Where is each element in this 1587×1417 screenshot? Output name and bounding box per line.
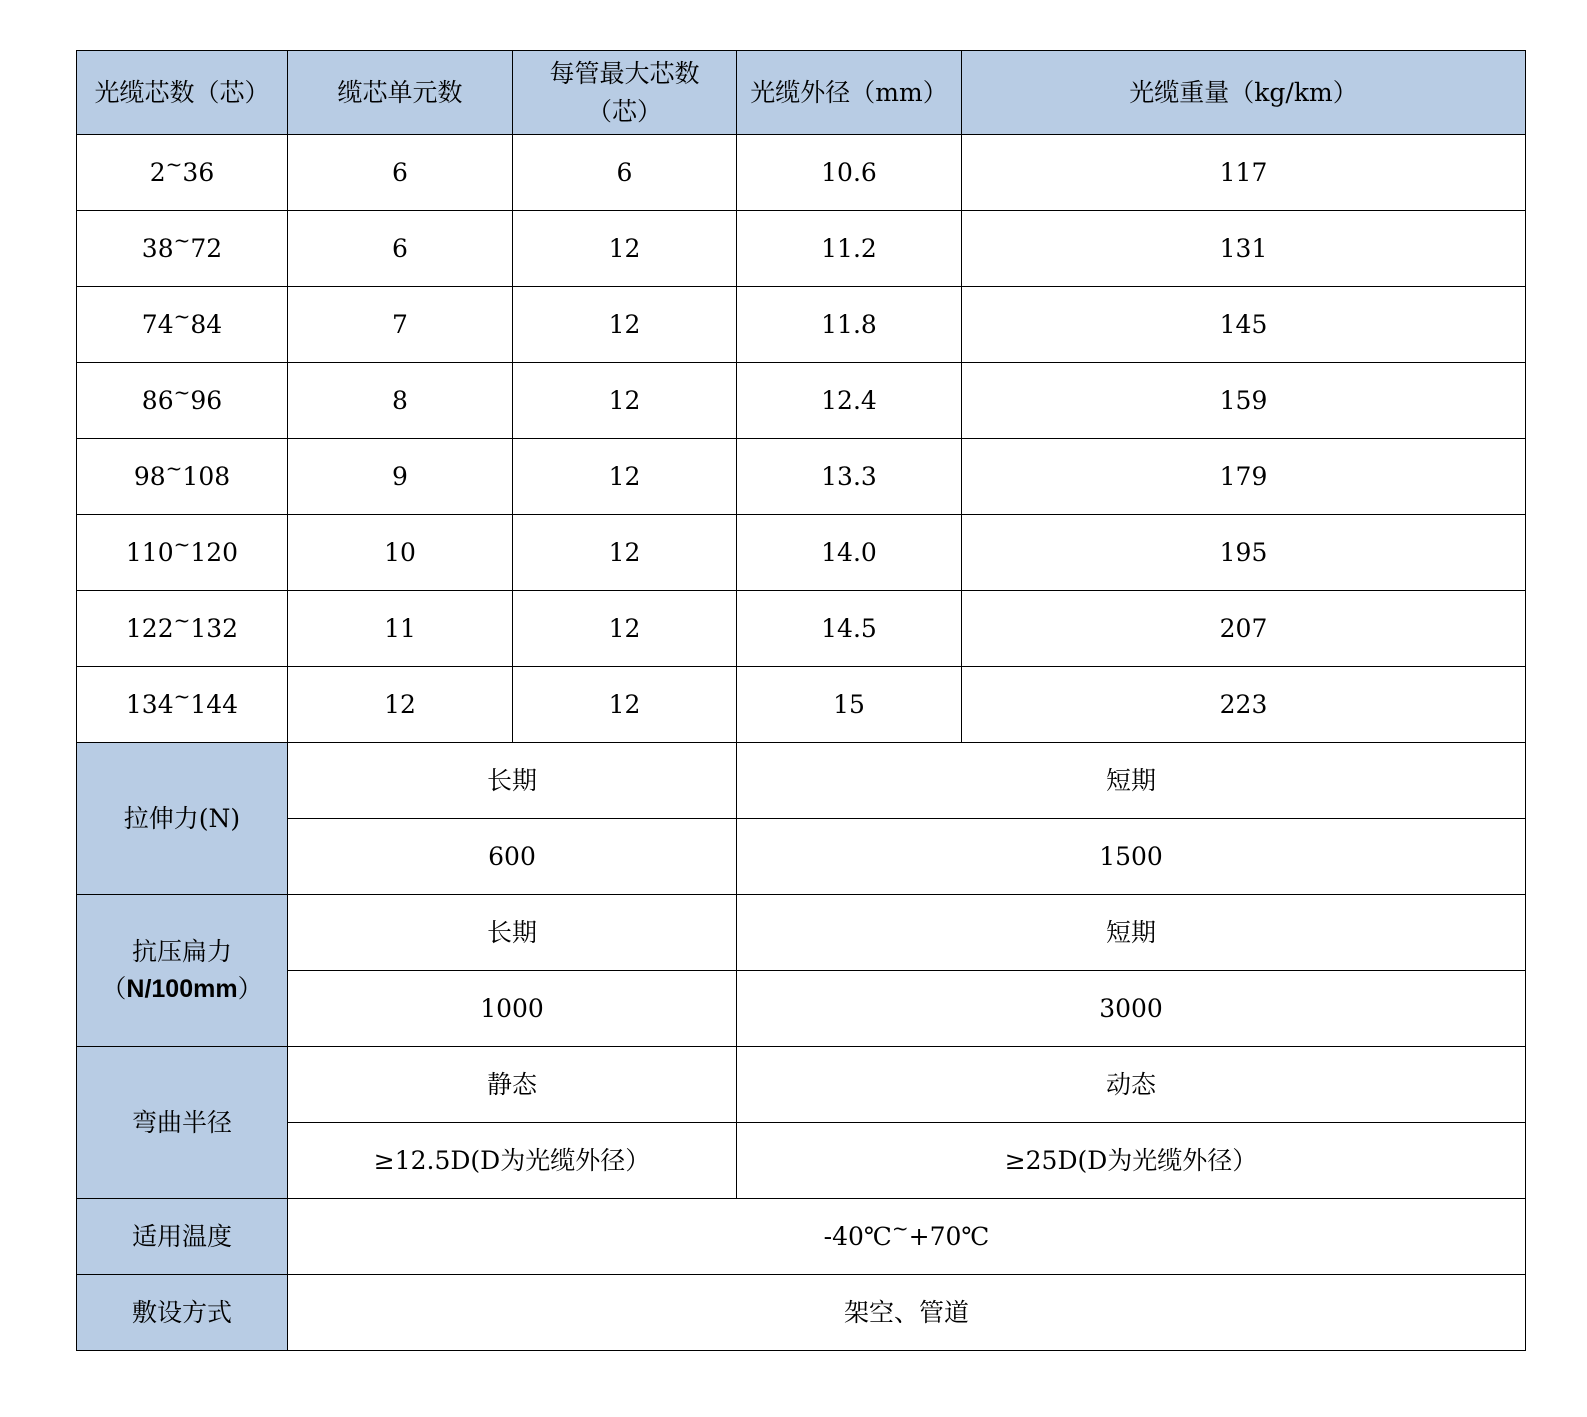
crush-label-paren-open: （ [101,974,127,1003]
core-units-cell: 10 [288,515,513,591]
diameter-cell: 15 [737,667,962,743]
temperature-value: -40℃~+70℃ [288,1199,1526,1275]
crush-short-term-label: 短期 [737,895,1526,971]
temperature-row [77,1199,1526,1275]
weight-cell: 195 [962,515,1526,591]
max-fibers-cell: 12 [513,439,737,515]
tilde-mark: ~ [891,1215,909,1240]
diameter-cell: 14.0 [737,515,962,591]
diameter-cell: 12.4 [737,363,962,439]
core-units-cell: 9 [288,439,513,515]
crush-value-row [77,971,1526,1047]
weight-cell: 179 [962,439,1526,515]
core-units-cell: 6 [288,211,513,287]
tensile-short-term-label: 短期 [737,743,1526,819]
table-row [77,591,1526,667]
tilde-mark: ~ [173,607,191,632]
weight-cell: 207 [962,591,1526,667]
bend-dynamic-label: 动态 [737,1047,1526,1123]
diameter-cell: 11.8 [737,287,962,363]
table-row [77,135,1526,211]
max-fibers-cell: 12 [513,363,737,439]
installation-value: 架空、管道 [288,1275,1526,1351]
fiber-count-cell: 110~120 [77,515,288,591]
fiber-count-cell: 122~132 [77,591,288,667]
diameter-cell: 13.3 [737,439,962,515]
diameter-cell: 14.5 [737,591,962,667]
fiber-count-cell: 38~72 [77,211,288,287]
crush-short-term-value: 3000 [737,971,1526,1047]
fiber-count-cell: 2~36 [77,135,288,211]
tensile-label: 拉伸力(N) [77,743,288,895]
bend-radius-label: 弯曲半径 [77,1047,288,1199]
weight-cell: 223 [962,667,1526,743]
bend-header-row [77,1047,1526,1123]
core-units-cell: 11 [288,591,513,667]
bend-static-value: ≥12.5D(D为光缆外径） [288,1123,737,1199]
fiber-count-cell: 98~108 [77,439,288,515]
installation-row [77,1275,1526,1351]
tensile-value-row [77,819,1526,895]
tensile-header-row [77,743,1526,819]
crush-long-term-label: 长期 [288,895,737,971]
diameter-cell: 11.2 [737,211,962,287]
crush-label-line1: 抗压扁力 [131,936,232,966]
max-fibers-cell: 12 [513,515,737,591]
bend-value-row [77,1123,1526,1199]
tensile-short-term-value: 1500 [737,819,1526,895]
tensile-long-term-label: 长期 [288,743,737,819]
weight-cell: 159 [962,363,1526,439]
crush-label-paren-close: ） [237,974,263,1003]
max-fibers-cell: 6 [513,135,737,211]
table-row [77,515,1526,591]
bend-dynamic-value: ≥25D(D为光缆外径） [737,1123,1526,1199]
tilde-mark: ~ [173,683,191,708]
max-fibers-cell: 12 [513,211,737,287]
crush-long-term-value: 1000 [288,971,737,1047]
crush-label [77,895,288,1047]
header-cable-weight: 光缆重量（kg/km） [962,51,1526,135]
cable-spec-table [76,50,1526,1351]
tilde-mark: ~ [165,151,183,176]
max-fibers-cell: 12 [513,287,737,363]
table-row [77,287,1526,363]
tilde-mark: ~ [173,531,191,556]
table-header-row [77,51,1526,135]
fiber-count-cell: 134~144 [77,667,288,743]
max-fibers-cell: 12 [513,591,737,667]
weight-cell: 145 [962,287,1526,363]
core-units-cell: 7 [288,287,513,363]
tilde-mark: ~ [173,303,191,328]
table-row [77,211,1526,287]
bend-static-label: 静态 [288,1047,737,1123]
weight-cell: 131 [962,211,1526,287]
header-max-fibers-line1: 每管最大芯数 [549,59,700,88]
crush-label-unit: N/100mm [126,975,238,1003]
max-fibers-cell: 12 [513,667,737,743]
fiber-count-cell: 74~84 [77,287,288,363]
tilde-mark: ~ [173,227,191,252]
table-row [77,363,1526,439]
diameter-cell: 10.6 [737,135,962,211]
fiber-count-cell: 86~96 [77,363,288,439]
header-max-fibers-per-tube [513,51,737,135]
installation-label: 敷设方式 [77,1275,288,1351]
tensile-long-term-value: 600 [288,819,737,895]
crush-header-row [77,895,1526,971]
table-row [77,667,1526,743]
table-row [77,439,1526,515]
weight-cell: 117 [962,135,1526,211]
tilde-mark: ~ [165,455,183,480]
header-outer-diameter: 光缆外径（mm） [737,51,962,135]
header-fiber-count: 光缆芯数（芯） [77,51,288,135]
core-units-cell: 6 [288,135,513,211]
core-units-cell: 12 [288,667,513,743]
core-units-cell: 8 [288,363,513,439]
temperature-label: 适用温度 [77,1199,288,1275]
header-max-fibers-line2: （芯） [586,96,662,126]
tilde-mark: ~ [173,379,191,404]
header-core-units: 缆芯单元数 [288,51,513,135]
